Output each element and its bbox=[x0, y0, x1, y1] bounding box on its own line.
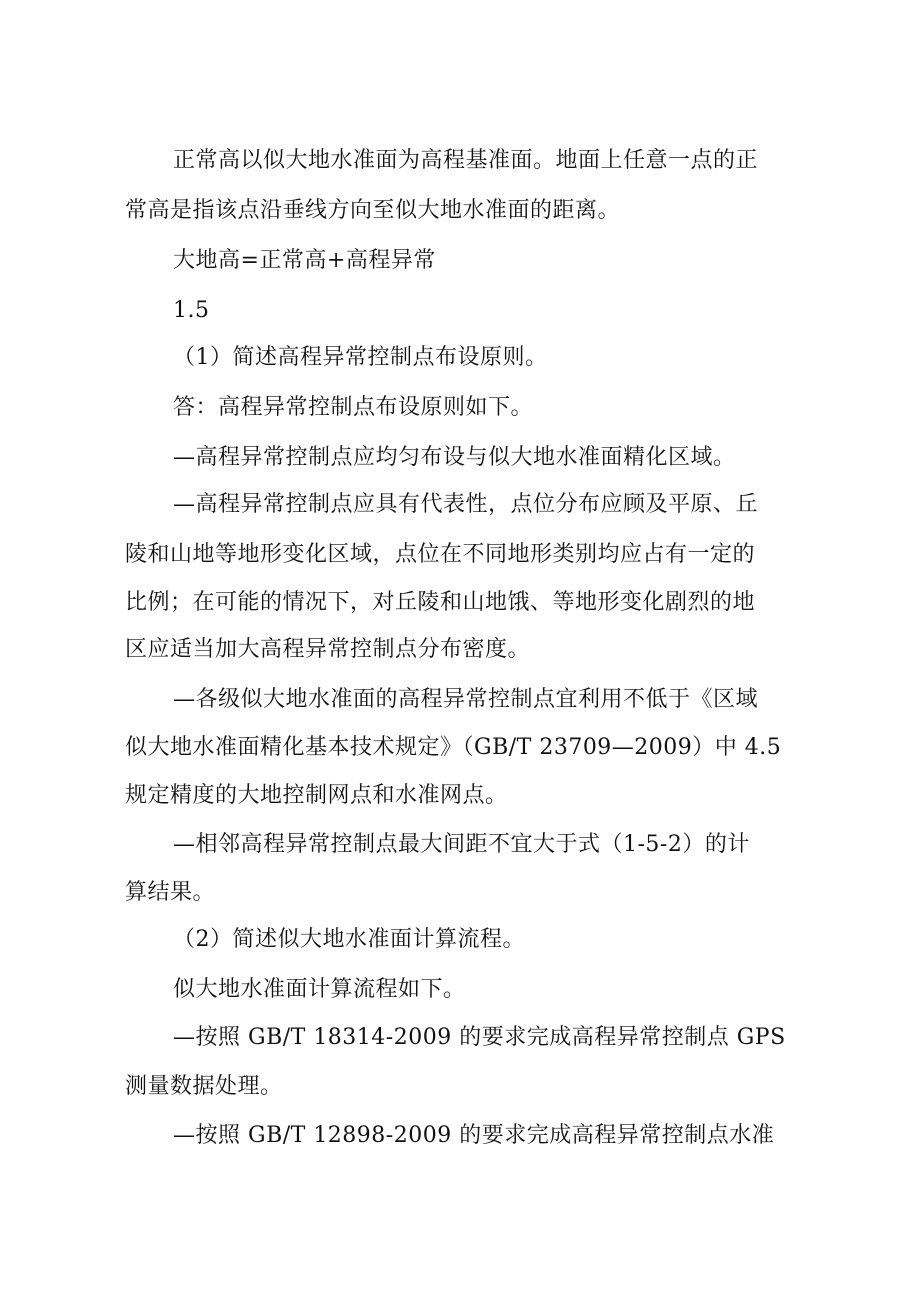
bullet-line: —各级似大地水准面的高程异常控制点宜利用不低于《区域 bbox=[173, 687, 759, 712]
paragraph-line: 算结果。 bbox=[125, 880, 216, 905]
paragraph-line: 陵和山地等地形变化区域，点位在不同地形类别均应占有一定的 bbox=[125, 542, 756, 567]
paragraph-line: 规定精度的大地控制网点和水准网点。 bbox=[125, 783, 508, 808]
paragraph-line: 测量数据处理。 bbox=[125, 1074, 283, 1099]
paragraph-line: 比例；在可能的情况下，对丘陵和山地饿、等地形变化剧烈的地 bbox=[125, 590, 756, 615]
paragraph-line: 区应适当加大高程异常控制点分布密度。 bbox=[125, 637, 531, 662]
paragraph-line: 似大地水准面精化基本技术规定》（GB/T 23709—2009）中 4.5 bbox=[125, 735, 782, 760]
bullet-line: —按照 GB/T 12898-2009 的要求完成高程异常控制点水准 bbox=[173, 1123, 775, 1148]
bullet-line: —相邻高程异常控制点最大间距不宜大于式（1-5-2）的计 bbox=[173, 832, 750, 857]
bullet-line: —按照 GB/T 18314-2009 的要求完成高程异常控制点 GPS bbox=[173, 1025, 786, 1050]
bullet-line: —高程异常控制点应具有代表性，点位分布应顾及平原、丘 bbox=[173, 492, 759, 517]
paragraph-line: 似大地水准面计算流程如下。 bbox=[173, 977, 466, 1002]
section-number: 1.5 bbox=[173, 298, 210, 323]
question-line: （2）简述似大地水准面计算流程。 bbox=[173, 927, 525, 952]
formula-line: 大地高=正常高+高程异常 bbox=[173, 248, 436, 273]
question-line: （1）简述高程异常控制点布设原则。 bbox=[173, 345, 548, 370]
bullet-line: —高程异常控制点应均匀布设与似大地水准面精化区域。 bbox=[173, 445, 736, 470]
paragraph-line: 常高是指该点沿垂线方向至似大地水准面的距离。 bbox=[125, 198, 621, 223]
paragraph-line: 正常高以似大地水准面为高程基准面。地面上任意一点的正 bbox=[173, 148, 759, 173]
answer-line: 答：高程异常控制点布设原则如下。 bbox=[173, 395, 534, 420]
